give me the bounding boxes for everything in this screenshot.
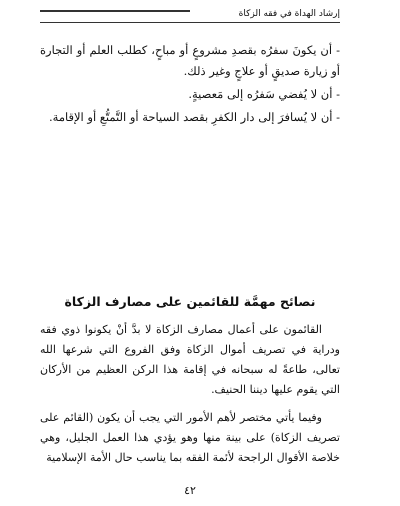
running-header [40, 8, 340, 23]
list-item: - أن لا يُسافرَ إلى دار الكفرِ بقصد السياحة أو التَّمتُّعِ أو الإقامة. [49, 110, 340, 124]
paragraph: وفيما يأتي مختصر لأهم الأمور التي يجب أن يكون (القائم على تصريف الزكاة) على بينة منها وهو يؤدي هذا العمل الجليل، وهي خلاصة الأقوال الراجحة لأئمة الفقه بما يناسب حال الأمة الإسلامية [40, 411, 340, 464]
bullet-list [40, 40, 340, 130]
paragraph: القائمون على أعمال مصارف الزكاة لا بدَّ أنْ يكونوا ذوي فقه ودراية في تصريف أموال الزكاة وفق الفروع التي شرعها الله تعالى، طاعةً له سبحانه في إقامة هذا الركن العظيم من الأركان التي يقوم عليها ديننا الحنيف. [40, 323, 340, 396]
list-item: - أن لا يُفضي سَفرُه إلى مَعصيةٍ. [188, 87, 340, 101]
list-item: - أن يكونَ سفرُه بقصدِ مشروعٍ أو مباحٍ، كطلب العلم أو التجارة أو زيارة صديقٍ أو علاجٍ وغير ذلك. [40, 43, 340, 78]
section-body [40, 320, 340, 476]
page-number: ٤٢ [184, 484, 196, 497]
section-heading: نصائح مهمَّة للقائمين على مصارف الزكاة [64, 294, 316, 309]
header-rule-decoration [40, 10, 190, 20]
header-title: إرشاد الهداة في فقه الزكاة [238, 9, 340, 19]
